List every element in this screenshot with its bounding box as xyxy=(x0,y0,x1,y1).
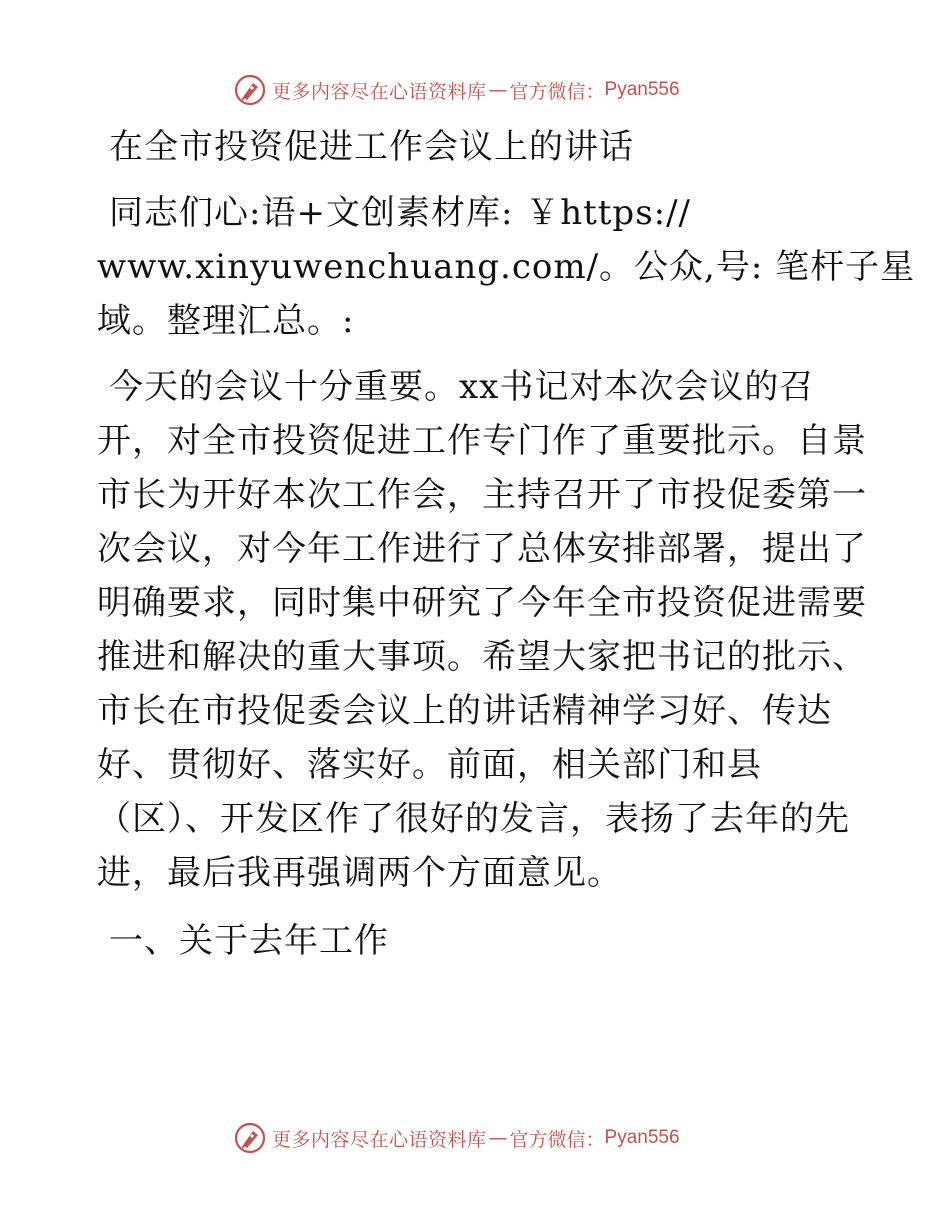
body-line: 明确要求，同时集中研究了今年全市投资促进需要 xyxy=(97,583,867,623)
banner-dash: — xyxy=(488,79,508,101)
document-body xyxy=(97,120,916,968)
body-line: 推进和解决的重大事项。希望大家把书记的批示、 xyxy=(97,637,867,677)
banner-wechat-id: Pyan556 xyxy=(604,79,680,100)
greeting-paragraph xyxy=(97,186,916,348)
header-watermark-banner xyxy=(234,73,680,107)
body-line: 好、贯彻好、落实好。前面，相关部门和县 xyxy=(97,745,762,785)
pen-nib-logo-icon xyxy=(234,1122,266,1154)
banner-slogan: 更多内容尽在心语资料库 xyxy=(272,80,487,103)
body-line: 市长在市投促委会议上的讲话精神学习好、传达 xyxy=(97,691,832,731)
banner-wechat-label: 官方微信： xyxy=(509,80,605,103)
body-line: 市长为开好本次工作会，主持召开了市投促委第一 xyxy=(97,475,867,515)
greeting-line: www.xinyuwenchuang.com/。公众,号: 笔杆子星 xyxy=(97,247,916,287)
greeting-line: 同志们心:语+文创素材库: ￥https:// xyxy=(109,193,692,233)
banner-dash: — xyxy=(488,1127,508,1149)
banner-wechat-id: Pyan556 xyxy=(604,1127,680,1148)
banner-slogan: 更多内容尽在心语资料库 xyxy=(272,1128,487,1151)
greeting-line: 域。整理汇总。: xyxy=(97,301,355,341)
body-line: 今天的会议十分重要。xx书记对本次会议的召 xyxy=(109,367,815,407)
body-line: 次会议，对今年工作进行了总体安排部署，提出了 xyxy=(97,529,867,569)
pen-nib-logo-icon xyxy=(234,74,266,106)
banner-wechat-label: 官方微信： xyxy=(509,1128,605,1151)
footer-watermark-banner xyxy=(234,1121,680,1155)
body-line: 进，最后我再强调两个方面意见。 xyxy=(97,853,622,893)
body-paragraph xyxy=(97,360,867,900)
body-line: 开，对全市投资促进工作专门作了重要批示。自景 xyxy=(97,421,867,461)
document-title: 在全市投资促进工作会议上的讲话 xyxy=(109,127,634,167)
section-heading: 一、关于去年工作 xyxy=(109,921,389,961)
body-line: （区）、开发区作了很好的发言，表扬了去年的先 xyxy=(97,799,850,839)
